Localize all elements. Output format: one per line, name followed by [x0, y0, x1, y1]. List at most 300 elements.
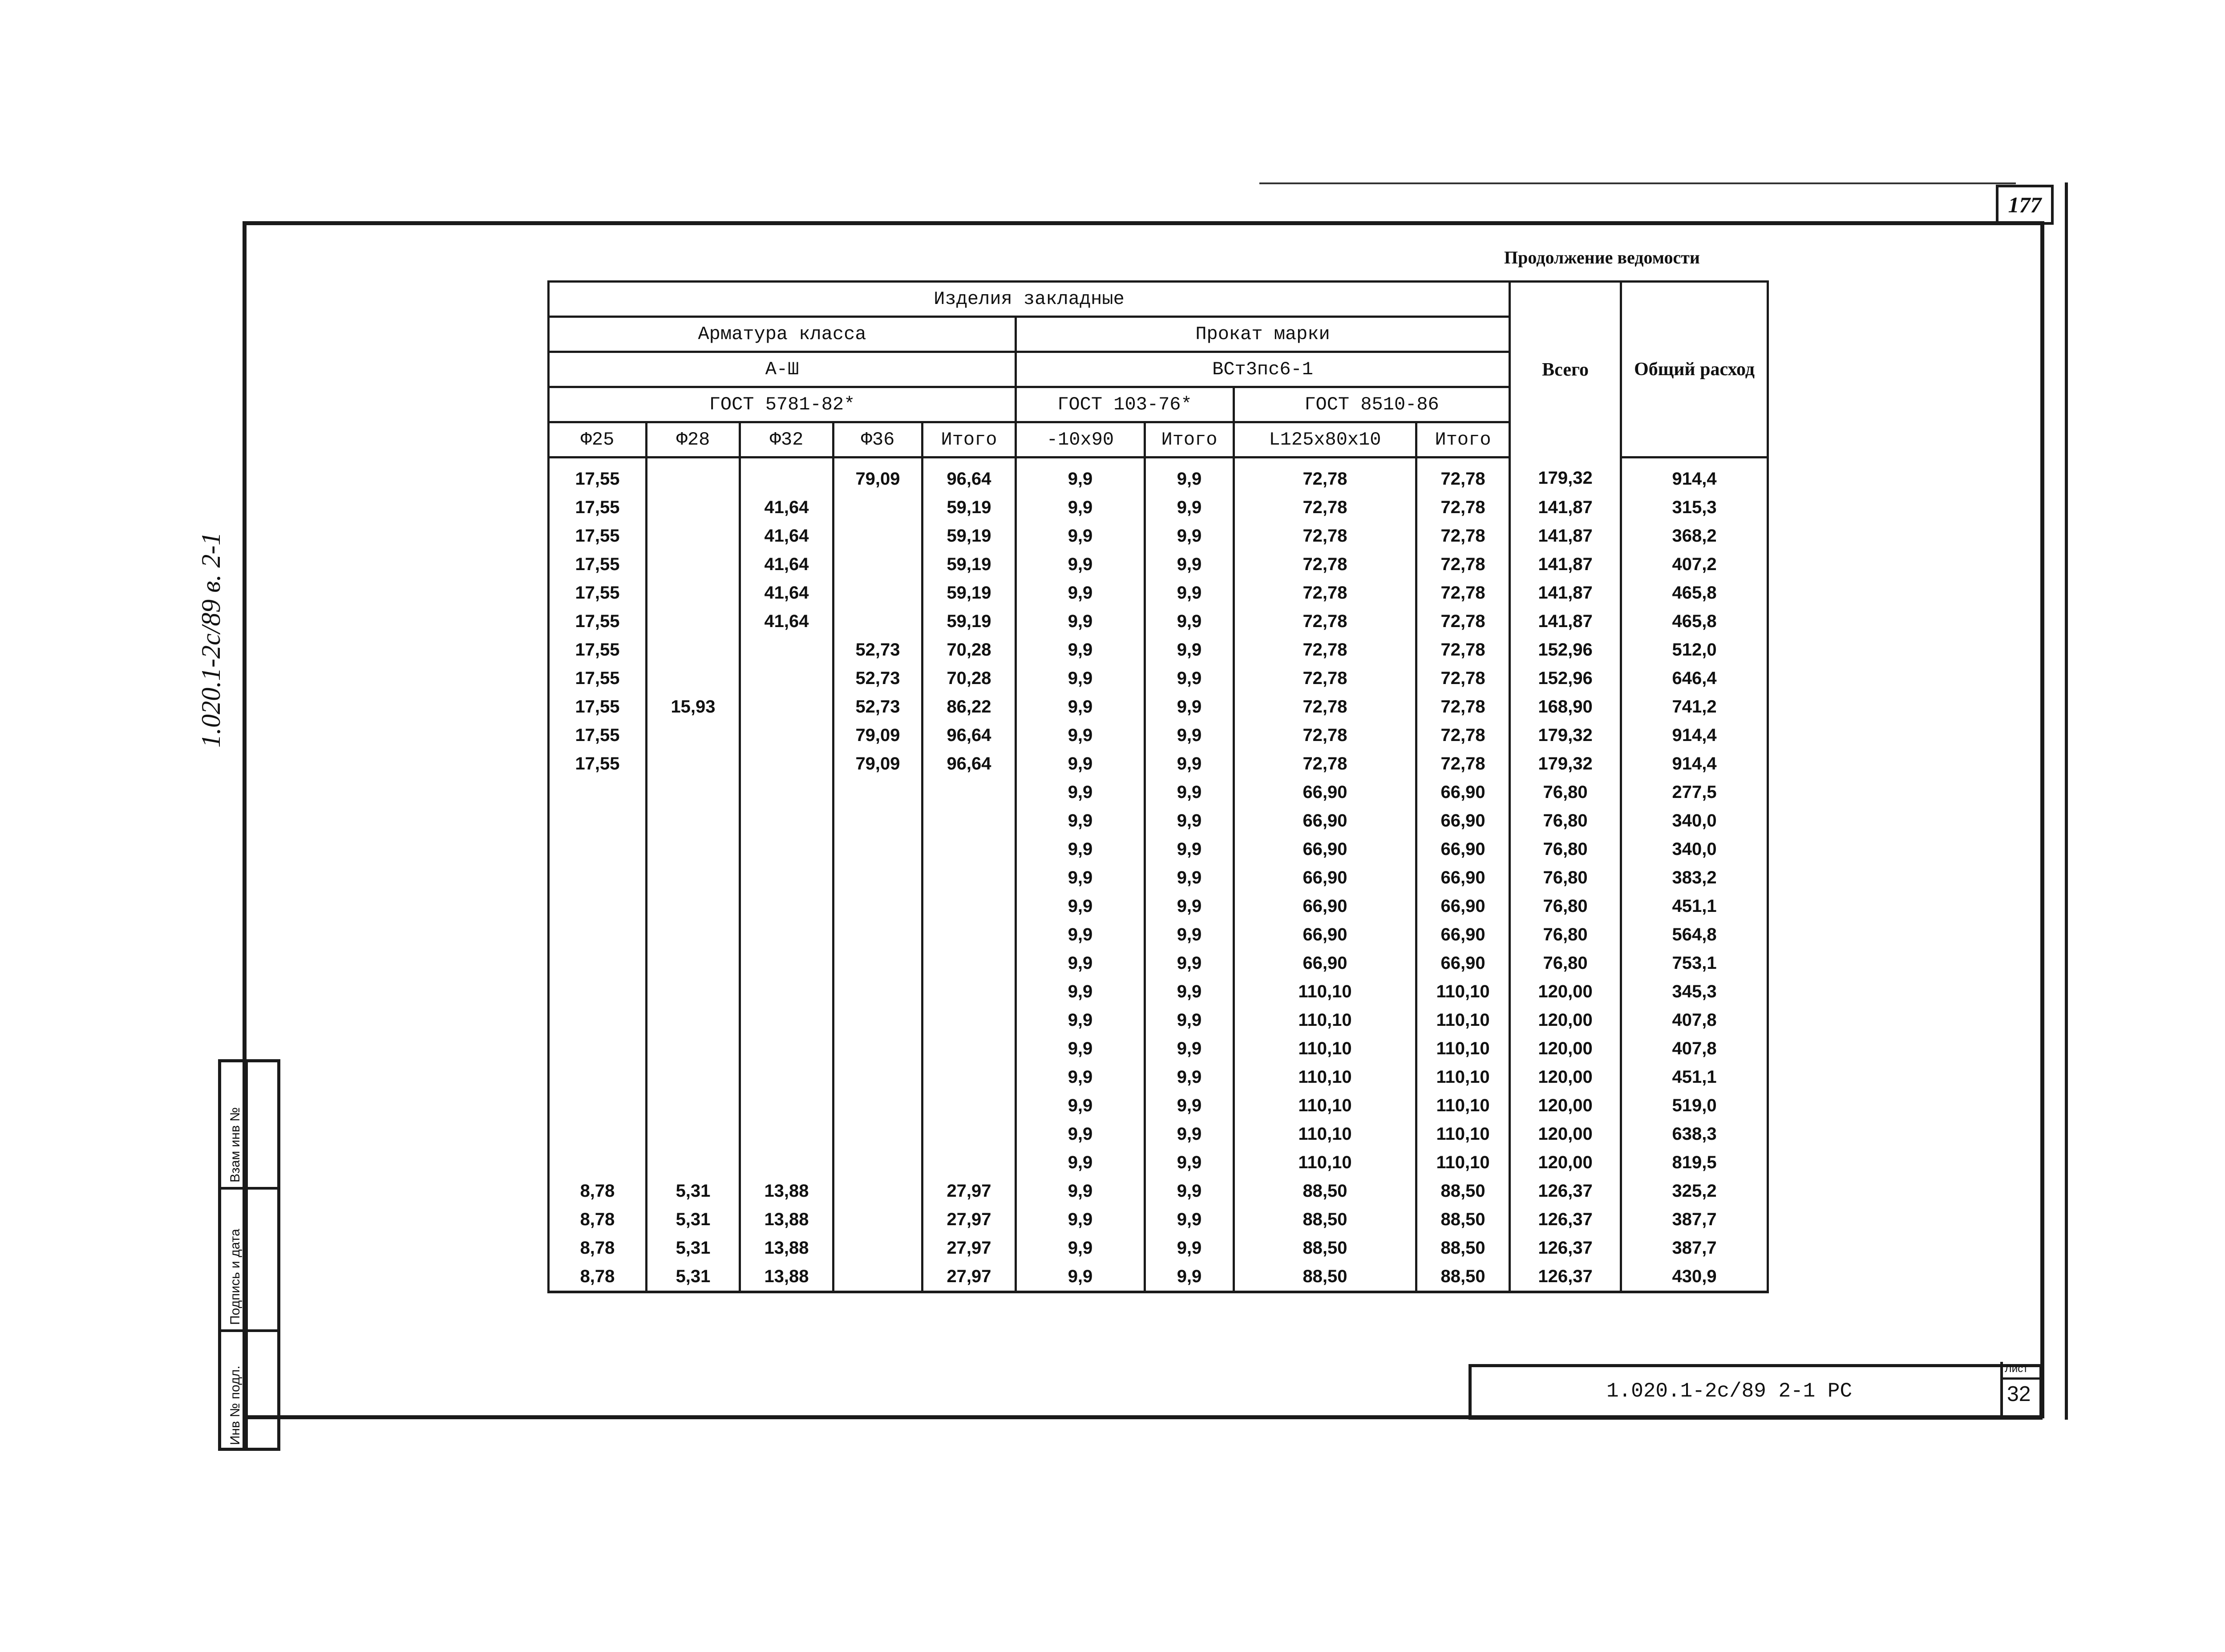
column-header: Итого [1145, 422, 1234, 458]
table-cell: 17,55 [549, 749, 647, 778]
table-cell: 9,9 [1016, 579, 1145, 607]
table-cell [922, 778, 1016, 806]
table-cell: 120,00 [1510, 1091, 1621, 1120]
table-cell: 9,9 [1145, 1120, 1234, 1148]
table-cell [922, 920, 1016, 949]
table-cell [647, 977, 740, 1006]
table-cell: 17,55 [549, 692, 647, 721]
table-cell: 315,3 [1621, 493, 1768, 522]
table-cell: 9,9 [1145, 806, 1234, 835]
table-cell [740, 458, 833, 494]
table-row [549, 458, 1768, 494]
table-cell: 9,9 [1016, 1234, 1145, 1262]
table-cell: 407,8 [1621, 1006, 1768, 1034]
column-header: Итого [1416, 422, 1510, 458]
table-cell: 66,90 [1416, 778, 1510, 806]
table-cell: 72,78 [1416, 692, 1510, 721]
table-cell: 79,09 [833, 458, 922, 494]
table-row [549, 835, 1768, 863]
table-cell: 66,90 [1234, 806, 1416, 835]
table-row [549, 1034, 1768, 1063]
table-row [549, 1091, 1768, 1120]
table-cell: 66,90 [1234, 920, 1416, 949]
table-cell: 141,87 [1510, 579, 1621, 607]
table-cell [647, 1091, 740, 1120]
table-cell: 72,78 [1416, 664, 1510, 692]
table-cell: 9,9 [1145, 636, 1234, 664]
column-header: Ф28 [647, 422, 740, 458]
table-cell: 9,9 [1145, 949, 1234, 977]
table-cell: 110,10 [1234, 1006, 1416, 1034]
header-gost-strip: ГОСТ 103-76* [1016, 387, 1234, 422]
table-cell: 88,50 [1416, 1262, 1510, 1292]
table-cell: 277,5 [1621, 778, 1768, 806]
table-cell: 9,9 [1016, 664, 1145, 692]
table-cell [549, 1063, 647, 1091]
table-cell: 9,9 [1016, 806, 1145, 835]
table-cell: 66,90 [1416, 806, 1510, 835]
sheet-number: 32 [2007, 1382, 2031, 1406]
table-cell [740, 692, 833, 721]
table-cell: 9,9 [1016, 550, 1145, 579]
table-cell: 5,31 [647, 1177, 740, 1205]
table-cell: 66,90 [1416, 892, 1510, 920]
table-cell: 72,78 [1416, 458, 1510, 494]
table-cell [647, 550, 740, 579]
table-row [549, 892, 1768, 920]
table-cell: 86,22 [922, 692, 1016, 721]
table-cell: 120,00 [1510, 1034, 1621, 1063]
frame-top-border [243, 221, 2043, 225]
table-cell: 66,90 [1234, 892, 1416, 920]
table-cell: 646,4 [1621, 664, 1768, 692]
table-cell: 340,0 [1621, 806, 1768, 835]
table-cell: 141,87 [1510, 550, 1621, 579]
table-cell: 41,64 [740, 493, 833, 522]
table-cell: 66,90 [1234, 863, 1416, 892]
table-cell: 52,73 [833, 692, 922, 721]
table-cell: 76,80 [1510, 806, 1621, 835]
table-cell: 76,80 [1510, 949, 1621, 977]
table-cell: 9,9 [1145, 550, 1234, 579]
table-row [549, 664, 1768, 692]
strip-divider [221, 1187, 277, 1190]
table-cell: 383,2 [1621, 863, 1768, 892]
table-row [549, 636, 1768, 664]
table-row [549, 1262, 1768, 1292]
table-cell [740, 892, 833, 920]
table-cell: 13,88 [740, 1234, 833, 1262]
table-cell [549, 892, 647, 920]
table-cell [740, 977, 833, 1006]
table-cell: 9,9 [1016, 721, 1145, 749]
table-cell: 9,9 [1145, 1262, 1234, 1292]
header-class-a3: А-Ш [549, 352, 1016, 387]
table-cell: 72,78 [1234, 692, 1416, 721]
table-cell: 120,00 [1510, 1148, 1621, 1177]
table-cell: 66,90 [1234, 835, 1416, 863]
table-cell: 110,10 [1234, 1120, 1416, 1148]
table-cell: 9,9 [1145, 493, 1234, 522]
table-row [549, 692, 1768, 721]
column-header: L125х80х10 [1234, 422, 1416, 458]
table-cell: 72,78 [1234, 749, 1416, 778]
table-cell [833, 1177, 922, 1205]
table-row [549, 1177, 1768, 1205]
table-cell: 5,31 [647, 1205, 740, 1234]
table-cell [740, 920, 833, 949]
table-cell [740, 835, 833, 863]
strip-vertical-line [246, 1062, 248, 1448]
table-row [549, 1205, 1768, 1234]
table-cell: 110,10 [1416, 1034, 1510, 1063]
table-cell: 72,78 [1416, 749, 1510, 778]
table-cell: 9,9 [1016, 920, 1145, 949]
table-cell: 325,2 [1621, 1177, 1768, 1205]
table-cell: 66,90 [1416, 835, 1510, 863]
table-cell: 72,78 [1234, 664, 1416, 692]
table-caption: Продолжение ведомости [1504, 247, 1700, 267]
table-cell: 17,55 [549, 721, 647, 749]
table-row [549, 749, 1768, 778]
table-cell: 27,97 [922, 1262, 1016, 1292]
table-cell [833, 1262, 922, 1292]
table-cell [833, 1148, 922, 1177]
frame-outer-right-border [2065, 182, 2068, 1420]
table-cell: 52,73 [833, 636, 922, 664]
table-cell: 72,78 [1234, 721, 1416, 749]
table-row [549, 607, 1768, 636]
table-cell [647, 522, 740, 550]
table-cell [549, 1006, 647, 1034]
table-cell: 9,9 [1016, 493, 1145, 522]
table-cell [647, 607, 740, 636]
table-cell: 9,9 [1016, 892, 1145, 920]
table-cell: 9,9 [1145, 835, 1234, 863]
left-document-code: 1.020.1-2с/89 в. 2-1 [196, 532, 226, 748]
table-cell: 9,9 [1145, 1006, 1234, 1034]
frame-top-extra-line [1259, 182, 2016, 184]
table-cell [549, 1091, 647, 1120]
table-cell [647, 1063, 740, 1091]
table-cell: 41,64 [740, 522, 833, 550]
table-cell: 753,1 [1621, 949, 1768, 977]
table-cell: 72,78 [1416, 636, 1510, 664]
header-gost-reinforcement: ГОСТ 5781-82* [549, 387, 1016, 422]
table-cell [922, 806, 1016, 835]
table-row [549, 806, 1768, 835]
table-cell [922, 1034, 1016, 1063]
table-cell [740, 1063, 833, 1091]
table-cell: 5,31 [647, 1262, 740, 1292]
table-cell: 179,32 [1510, 458, 1621, 494]
table-cell: 9,9 [1016, 522, 1145, 550]
table-cell: 13,88 [740, 1177, 833, 1205]
table-cell: 141,87 [1510, 522, 1621, 550]
table-cell [922, 835, 1016, 863]
table-cell: 72,78 [1234, 636, 1416, 664]
table-cell: 638,3 [1621, 1120, 1768, 1148]
table-cell: 8,78 [549, 1177, 647, 1205]
table-cell: 88,50 [1234, 1205, 1416, 1234]
table-cell: 66,90 [1416, 949, 1510, 977]
table-cell: 72,78 [1416, 607, 1510, 636]
table-cell: 179,32 [1510, 749, 1621, 778]
table-cell [833, 1006, 922, 1034]
table-cell [833, 607, 922, 636]
table-cell [833, 1120, 922, 1148]
header-gost-angle: ГОСТ 8510-86 [1234, 387, 1510, 422]
table-cell: 9,9 [1016, 1034, 1145, 1063]
table-cell: 120,00 [1510, 977, 1621, 1006]
table-row [549, 949, 1768, 977]
table-cell [833, 1205, 922, 1234]
table-cell: 9,9 [1145, 1177, 1234, 1205]
strip-label-inventory: Инв № подл. [228, 1365, 243, 1445]
table-cell: 9,9 [1016, 949, 1145, 977]
table-cell [833, 1234, 922, 1262]
table-cell: 76,80 [1510, 892, 1621, 920]
table-cell: 72,78 [1416, 579, 1510, 607]
table-cell: 9,9 [1016, 1063, 1145, 1091]
table-cell: 70,28 [922, 636, 1016, 664]
table-cell [833, 579, 922, 607]
table-cell [740, 721, 833, 749]
table-cell: 819,5 [1621, 1148, 1768, 1177]
table-cell [647, 493, 740, 522]
table-cell: 8,78 [549, 1262, 647, 1292]
table-cell [549, 1148, 647, 1177]
table-row [549, 522, 1768, 550]
table-cell [833, 1091, 922, 1120]
table-cell: 96,64 [922, 721, 1016, 749]
table-cell: 914,4 [1621, 458, 1768, 494]
table-cell: 110,10 [1234, 1091, 1416, 1120]
table-cell: 9,9 [1145, 579, 1234, 607]
table-cell: 72,78 [1234, 522, 1416, 550]
table-cell: 72,78 [1416, 522, 1510, 550]
table-cell [647, 579, 740, 607]
table-cell: 88,50 [1234, 1234, 1416, 1262]
table-cell: 451,1 [1621, 892, 1768, 920]
table-cell [549, 806, 647, 835]
table-cell: 120,00 [1510, 1120, 1621, 1148]
table-cell: 9,9 [1145, 778, 1234, 806]
table-cell: 152,96 [1510, 636, 1621, 664]
table-cell: 88,50 [1416, 1234, 1510, 1262]
table-cell: 76,80 [1510, 835, 1621, 863]
table-cell: 345,3 [1621, 977, 1768, 1006]
table-cell: 8,78 [549, 1205, 647, 1234]
table-cell [833, 550, 922, 579]
table-cell: 179,32 [1510, 721, 1621, 749]
table-cell: 120,00 [1510, 1063, 1621, 1091]
table-cell [922, 1120, 1016, 1148]
table-cell [922, 863, 1016, 892]
table-cell: 17,55 [549, 607, 647, 636]
table-cell: 9,9 [1145, 920, 1234, 949]
table-cell: 110,10 [1234, 977, 1416, 1006]
table-cell [549, 949, 647, 977]
table-cell [549, 1034, 647, 1063]
frame-right-border [2040, 221, 2044, 1418]
table-cell: 126,37 [1510, 1177, 1621, 1205]
table-cell [740, 1006, 833, 1034]
table-row [549, 1063, 1768, 1091]
table-cell [833, 920, 922, 949]
table-cell: 465,8 [1621, 579, 1768, 607]
table-cell: 126,37 [1510, 1205, 1621, 1234]
table-cell: 88,50 [1416, 1205, 1510, 1234]
table-cell [833, 778, 922, 806]
table-cell: 9,9 [1016, 636, 1145, 664]
table-cell [647, 835, 740, 863]
table-cell [740, 806, 833, 835]
table-cell: 72,78 [1234, 607, 1416, 636]
table-row [549, 493, 1768, 522]
header-overall-consumption: Общий расход [1621, 282, 1768, 458]
table-cell [922, 892, 1016, 920]
table-cell: 110,10 [1234, 1034, 1416, 1063]
table-cell: 72,78 [1234, 579, 1416, 607]
table-cell: 9,9 [1145, 863, 1234, 892]
table-cell [833, 522, 922, 550]
table-cell: 70,28 [922, 664, 1016, 692]
table-cell: 9,9 [1016, 977, 1145, 1006]
table-cell: 17,55 [549, 636, 647, 664]
header-steel-grade: ВСт3пс6-1 [1016, 352, 1510, 387]
header-rolled-grade: Прокат марки [1016, 317, 1510, 352]
table-cell: 5,31 [647, 1234, 740, 1262]
table-cell: 52,73 [833, 664, 922, 692]
table-cell: 72,78 [1416, 493, 1510, 522]
table-row [549, 920, 1768, 949]
table-cell [647, 458, 740, 494]
table-cell: 66,90 [1416, 920, 1510, 949]
table-cell: 76,80 [1510, 778, 1621, 806]
table-cell: 17,55 [549, 664, 647, 692]
table-cell [740, 749, 833, 778]
table-cell [549, 863, 647, 892]
table-cell: 59,19 [922, 522, 1016, 550]
table-cell [647, 664, 740, 692]
table-cell [647, 920, 740, 949]
table-cell [647, 749, 740, 778]
table-cell [740, 636, 833, 664]
table-cell: 66,90 [1234, 949, 1416, 977]
table-cell: 59,19 [922, 607, 1016, 636]
table-cell [647, 721, 740, 749]
table-cell: 96,64 [922, 749, 1016, 778]
table-cell: 465,8 [1621, 607, 1768, 636]
table-cell: 110,10 [1416, 1148, 1510, 1177]
table-cell: 9,9 [1145, 1034, 1234, 1063]
table-cell [833, 1063, 922, 1091]
table-cell: 9,9 [1145, 1205, 1234, 1234]
table-cell: 59,19 [922, 550, 1016, 579]
table-cell: 9,9 [1145, 522, 1234, 550]
table-cell: 340,0 [1621, 835, 1768, 863]
sheet-label-divider [2000, 1377, 2043, 1380]
table-cell: 407,8 [1621, 1034, 1768, 1063]
table-cell: 41,64 [740, 579, 833, 607]
table-cell [647, 1006, 740, 1034]
table-cell: 13,88 [740, 1262, 833, 1292]
title-block-code: 1.020.1-2с/89 2-1 РС [1606, 1380, 1853, 1403]
table-cell [740, 778, 833, 806]
table-cell: 9,9 [1145, 1091, 1234, 1120]
table-cell: 88,50 [1234, 1177, 1416, 1205]
table-cell: 9,9 [1145, 749, 1234, 778]
table-cell: 88,50 [1416, 1177, 1510, 1205]
table-cell: 66,90 [1234, 778, 1416, 806]
table-cell: 914,4 [1621, 749, 1768, 778]
table-cell: 15,93 [647, 692, 740, 721]
table-cell: 88,50 [1234, 1262, 1416, 1292]
table-cell: 110,10 [1416, 977, 1510, 1006]
table-cell: 110,10 [1416, 1120, 1510, 1148]
table-cell: 110,10 [1234, 1063, 1416, 1091]
table-row [549, 778, 1768, 806]
table-cell [740, 664, 833, 692]
table-cell: 9,9 [1145, 892, 1234, 920]
table-row [549, 550, 1768, 579]
table-cell [740, 863, 833, 892]
table-cell: 9,9 [1145, 692, 1234, 721]
column-header: Ф25 [549, 422, 647, 458]
table-cell: 451,1 [1621, 1063, 1768, 1091]
table-cell [833, 977, 922, 1006]
table-cell: 72,78 [1234, 550, 1416, 579]
header-total: Всего [1510, 282, 1621, 458]
table-cell: 126,37 [1510, 1262, 1621, 1292]
table-cell: 9,9 [1016, 1148, 1145, 1177]
table-row [549, 977, 1768, 1006]
table-cell: 17,55 [549, 458, 647, 494]
table-cell [833, 835, 922, 863]
table-cell: 110,10 [1416, 1091, 1510, 1120]
table-cell: 126,37 [1510, 1234, 1621, 1262]
table-cell: 17,55 [549, 550, 647, 579]
table-cell: 8,78 [549, 1234, 647, 1262]
table-cell: 9,9 [1145, 1063, 1234, 1091]
column-header: Итого [922, 422, 1016, 458]
table-cell: 9,9 [1145, 721, 1234, 749]
table-cell: 9,9 [1145, 977, 1234, 1006]
table-cell: 407,2 [1621, 550, 1768, 579]
table-cell: 519,0 [1621, 1091, 1768, 1120]
table-cell: 9,9 [1016, 1006, 1145, 1034]
table-cell [647, 806, 740, 835]
table-cell: 72,78 [1416, 721, 1510, 749]
table-row [549, 1234, 1768, 1262]
table-cell: 79,09 [833, 721, 922, 749]
table-cell: 9,9 [1145, 458, 1234, 494]
table-cell: 9,9 [1145, 1234, 1234, 1262]
table-cell [740, 1148, 833, 1177]
table-row [549, 1148, 1768, 1177]
table-cell: 76,80 [1510, 863, 1621, 892]
table-cell: 66,90 [1416, 863, 1510, 892]
header-reinforcement-class: Арматура класса [549, 317, 1016, 352]
table-cell: 9,9 [1016, 692, 1145, 721]
table-cell: 27,97 [922, 1234, 1016, 1262]
table-row [549, 1006, 1768, 1034]
table-cell [833, 1034, 922, 1063]
table-cell [922, 949, 1016, 977]
table-cell [833, 806, 922, 835]
sheet-top-number: 177 [1996, 185, 2054, 225]
